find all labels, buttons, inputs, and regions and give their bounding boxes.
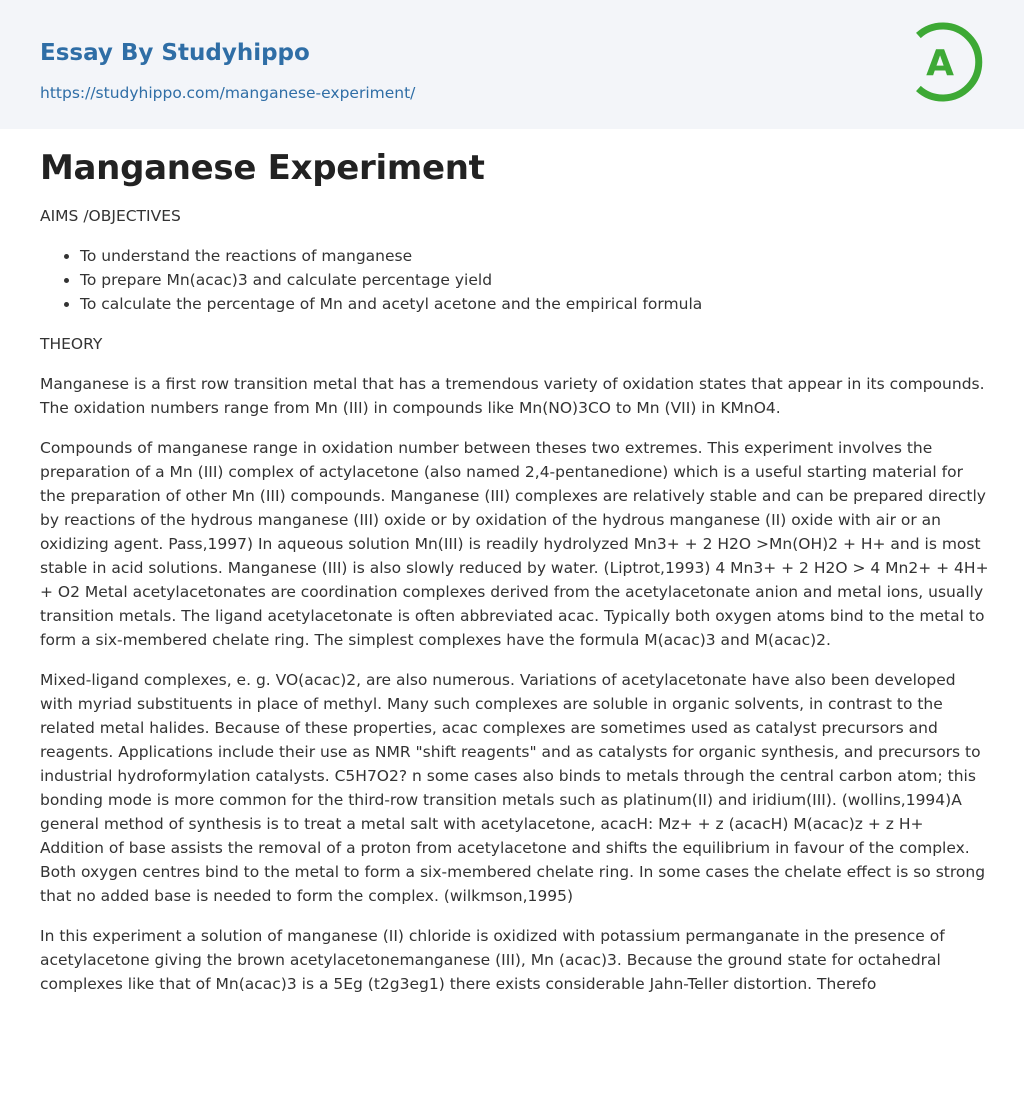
- list-item: To prepare Mn(acac)3 and calculate percentage yield: [80, 268, 990, 292]
- list-item: To understand the reactions of manganese: [80, 244, 990, 268]
- brand-title[interactable]: Essay By Studyhippo: [40, 40, 310, 66]
- logo-letter: A: [926, 43, 954, 84]
- essay-url-link[interactable]: https://studyhippo.com/manganese-experiment/: [40, 84, 416, 102]
- page-title: Manganese Experiment: [40, 148, 485, 188]
- article: [40, 146, 990, 996]
- paragraph: Compounds of manganese range in oxidation number between theses two extremes. This experiment involves the preparation of a Mn (III) complex of actylacetone (also named 2,4-pentanedione) which is a useful starting material for the preparation of other Mn (III) compounds. Manganese (III) complexes are relatively stable and can be prepared directly by reactions of the hydrous manganese (III) oxide or by oxidation of the hydrous manganese (II) oxide with air or an oxidizing agent. Pass,1997) In aqueous solution Mn(III) is readily hydrolyzed Mn3+ + 2 H2O >Mn(OH)2 + H+ and is most stable in acid solutions. Manganese (III) is also slowly reduced by water. (Liptrot,1993) 4 Mn3+ + 2 H2O > 4 Mn2+ + 4H+ + O2 Metal acetylacetonates are coordination complexes derived from the acetylacetonate anion and metal ions, usually transition metals. The ligand acetylacetonate is often abbreviated acac. Typically both oxygen atoms bind to the metal to form a six-membered chelate ring. The simplest complexes have the formula M(acac)3 and M(acac)2.: [40, 439, 989, 649]
- list-item: To calculate the percentage of Mn and acetyl acetone and the empirical formula: [80, 292, 990, 316]
- objectives-list: [80, 244, 990, 316]
- studyhippo-logo-icon[interactable]: [910, 18, 988, 106]
- paragraph: In this experiment a solution of manganese (II) chloride is oxidized with potassium permanganate in the presence of acetylacetone giving the brown acetylacetonemanganese (III), Mn (acac)3. Because the ground state for octahedral complexes like that of Mn(acac)3 is a 5Eg (t2g3eg1) there exists considerable Jahn-Teller distortion. Therefo: [40, 927, 945, 993]
- site-header: [0, 0, 1024, 129]
- aims-heading: AIMS /OBJECTIVES: [40, 207, 181, 225]
- paragraph: Manganese is a first row transition metal that has a tremendous variety of oxidation states that appear in its compounds. The oxidation numbers range from Mn (III) in compounds like Mn(NO)3CO to Mn (VII) in KMnO4.: [40, 375, 985, 417]
- theory-heading: THEORY: [40, 335, 103, 353]
- paragraph: Mixed-ligand complexes, e. g. VO(acac)2, are also numerous. Variations of acetylacetonate have also been developed with myriad substituents in place of methyl. Many such complexes are soluble in organic solvents, in contrast to the related metal halides. Because of these properties, acac complexes are sometimes used as catalyst precursors and reagents. Applications include their use as NMR "shift reagents" and as catalysts for organic synthesis, and precursors to industrial hydroformylation catalysts. C5H7O2? n some cases also binds to metals through the central carbon atom; this bonding mode is more common for the third-row transition metals such as platinum(II) and iridium(III). (wollins,1994)A general method of synthesis is to treat a metal salt with acetylacetone, acacH: Mz+ + z (acacH) M(acac)z + z H+ Addition of base assists the removal of a proton from acetylacetone and shifts the equilibrium in favour of the complex. Both oxygen centres bind to the metal to form a six-membered chelate ring. In some cases the chelate effect is so strong that no added base is needed to form the complex. (wilkmson,1995): [40, 671, 986, 905]
